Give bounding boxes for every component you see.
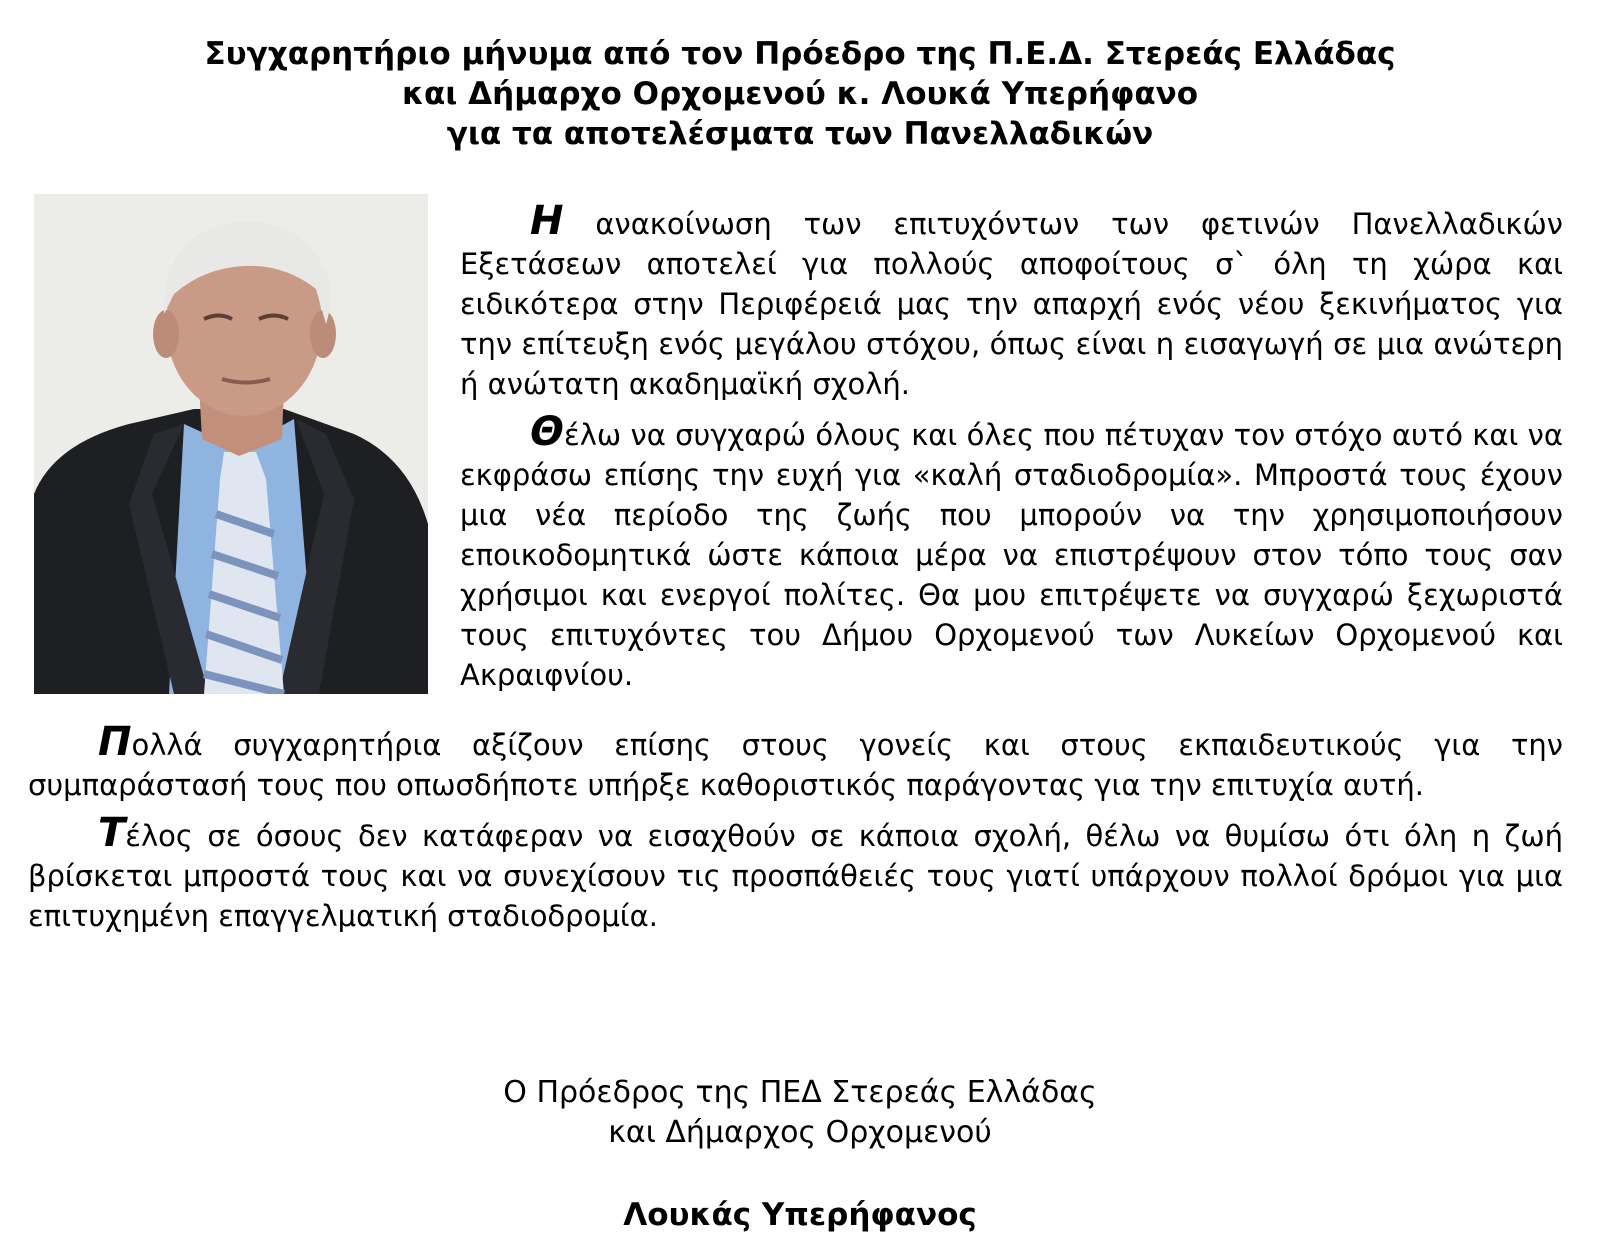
paragraph-2-text: έλω να συγχαρώ όλους και όλες που πέτυχαν τον στόχο αυτό και να εκφράσω επίσης την ευχή για «καλή σταδιοδρομία». Μπροστά τους έχουν μια νέα περίοδο της ζωής που μπορούν να την χρησιμοποιήσουν εποικοδομητικά ώστε κάποια μέρα να επιστρέψουν στον τόπο τους σαν χρήσιμοι και ενεργοί πολίτες. Θα μου επιτρέψετε να συγχαρώ ξεχωριστά τους επιτυχόντες του Δήμου Ορχομενού των Λυκείων Ορχομενού και Ακραιφνίου. <box>460 418 1563 692</box>
signature-block <box>0 1073 1600 1235</box>
title-line-1: Συγχαρητήριο μήνυμα από τον Πρόεδρο της Π.Ε.Δ. Στερεάς Ελλάδας <box>204 36 1396 72</box>
right-ear <box>310 310 336 358</box>
paragraph-3-text: ολλά συγχαρητήρια αξίζουν επίσης στους γονείς και στους εκπαιδευτικούς για την συμπαράστασή τους που οπωσδήποτε υπήρξε καθοριστικός παράγοντας για την επιτυχία αυτή. <box>28 728 1563 802</box>
right-column-text <box>460 198 1563 703</box>
left-ear <box>153 310 179 358</box>
signature-line-2: και Δήμαρχος Ορχομενού <box>608 1115 992 1150</box>
paragraph-1 <box>460 198 1563 404</box>
document-title <box>0 34 1600 154</box>
dropcap-1: Η <box>530 198 564 244</box>
paragraph-2 <box>460 409 1563 695</box>
paragraph-4-text: έλος σε όσους δεν κατάφεραν να εισαχθούν σε κάποια σχολή, θέλω να θυμίσω ότι όλη η ζωή βρίσκεται μπροστά τους και να συνεχίσουν τις προσπάθειές τους γιατί υπάρχουν πολλοί δρόμοι για μια επιτυχημένη επαγγελματική σταδιοδρομία. <box>28 819 1563 933</box>
paragraph-3 <box>28 719 1563 805</box>
dropcap-3: Π <box>98 719 132 765</box>
signature-name: Λουκάς Υπερήφανος <box>623 1197 977 1233</box>
dropcap-2: Θ <box>530 409 565 455</box>
portrait-illustration <box>34 194 428 694</box>
dropcap-4: Τ <box>98 810 126 856</box>
full-width-text <box>28 719 1563 944</box>
portrait-photo <box>34 194 428 694</box>
title-line-2: και Δήμαρχο Ορχομενού κ. Λουκά Υπερήφανο <box>401 76 1199 112</box>
title-line-3: για τα αποτελέσματα των Πανελλαδικών <box>446 116 1154 152</box>
paragraph-1-text: ανακοίνωση των επιτυχόντων των φετινών Πανελλαδικών Εξετάσεων αποτελεί για πολλούς αποφοίτους σ` όλη τη χώρα και ειδικότερα στην Περιφέρειά μας την απαρχή ενός νέου ξεκινήματος για την επίτευξη ενός μεγάλου στόχου, όπως είναι η εισαγωγή σε μια ανώτερη ή ανώτατη ακαδημαϊκή σχολή. <box>460 207 1563 401</box>
paragraph-4 <box>28 810 1563 936</box>
signature-line-1: Ο Πρόεδρος της ΠΕΔ Στερεάς Ελλάδας <box>503 1075 1097 1110</box>
